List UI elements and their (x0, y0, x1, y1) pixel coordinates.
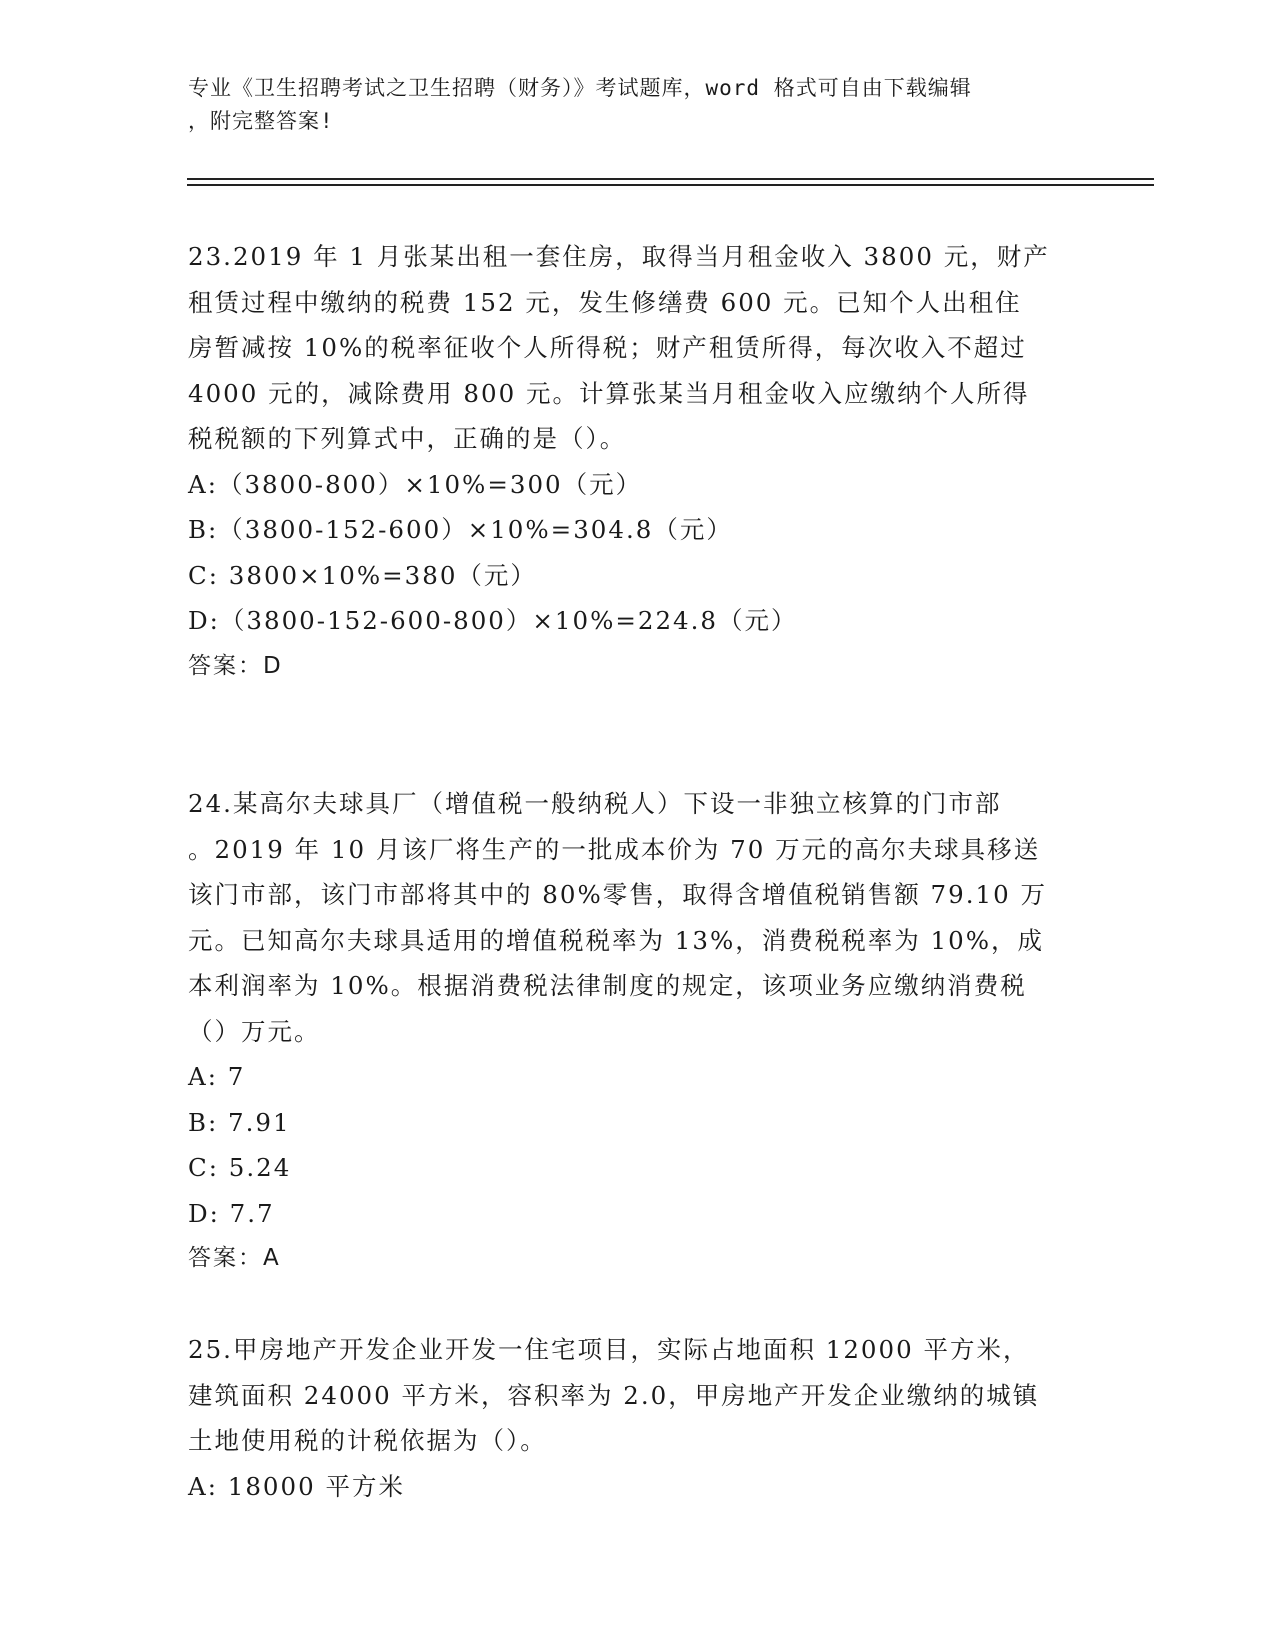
question-stem (188, 781, 1088, 1054)
stem-line: 24.某高尔夫球具厂（增值税一般纳税人）下设一非独立核算的门市部 (188, 789, 1002, 818)
options-list (188, 1054, 1088, 1236)
question-stem (188, 234, 1088, 462)
question-stem (188, 1327, 1088, 1464)
stem-line: 建筑面积 24000 平方米，容积率为 2.0，甲房地产开发企业缴纳的城镇 (188, 1380, 1040, 1410)
stem-line: 税税额的下列算式中，正确的是（）。 (188, 424, 627, 453)
stem-line: 23.2019 年 1 月张某出租一套住房，取得当月租金收入 3800 元，财产 (188, 242, 1050, 271)
stem-line: （）万元。 (188, 1016, 321, 1046)
stem-line: 土地使用税的计税依据为（）。 (188, 1426, 547, 1455)
stem-line: 本利润率为 10%。根据消费税法律制度的规定，该项业务应缴纳消费税 (188, 971, 1027, 1000)
answer-label: 答案：A (188, 1245, 281, 1271)
option-c: C: 3800×10%=380（元） (188, 560, 537, 590)
option-b: B: 7.91 (188, 1107, 291, 1137)
answer-label: 答案：D (188, 652, 283, 679)
option-d: D: 7.7 (188, 1198, 275, 1228)
options-list (188, 1464, 1088, 1510)
question-23 (188, 234, 1088, 689)
header-divider-bottom (187, 184, 1154, 186)
option-d: D:（3800-152-600-800）×10%=224.8（元） (188, 606, 798, 635)
option-a: A:（3800-800）×10%=300（元） (188, 469, 643, 499)
option-b: B:（3800-152-600）×10%=304.8（元） (188, 515, 733, 544)
header-line-1: 专业《卫生招聘考试之卫生招聘（财务）》考试题库，word 格式可自由下载编辑 (188, 76, 972, 100)
stem-line: 该门市部，该门市部将其中的 80%零售，取得含增值税销售额 79.10 万 (188, 880, 1047, 909)
question-24 (188, 781, 1088, 1282)
stem-line: 房暂减按 10%的税率征收个人所得税；财产租赁所得，每次收入不超过 (188, 333, 1027, 362)
header-divider-top (187, 178, 1154, 180)
document-header (188, 72, 1088, 138)
stem-line: 25.甲房地产开发企业开发一住宅项目，实际占地面积 12000 平方米， (188, 1335, 1030, 1364)
option-a: A: 7 (188, 1062, 246, 1091)
options-list (188, 462, 1088, 644)
option-a: A: 18000 平方米 (188, 1471, 405, 1501)
stem-line: 。2019 年 10 月该厂将生产的一批成本价为 70 万元的高尔夫球具移送 (188, 834, 1041, 864)
stem-line: 租赁过程中缴纳的税费 152 元，发生修缮费 600 元。已知个人出租住 (188, 287, 1022, 317)
question-25 (188, 1327, 1088, 1509)
header-line-2: ，附完整答案! (188, 109, 334, 133)
stem-line: 4000 元的，减除费用 800 元。计算张某当月租金收入应缴纳个人所得 (188, 378, 1030, 408)
option-c: C: 5.24 (188, 1153, 292, 1182)
stem-line: 元。已知高尔夫球具适用的增值税税率为 13%，消费税税率为 10%，成 (188, 925, 1044, 955)
